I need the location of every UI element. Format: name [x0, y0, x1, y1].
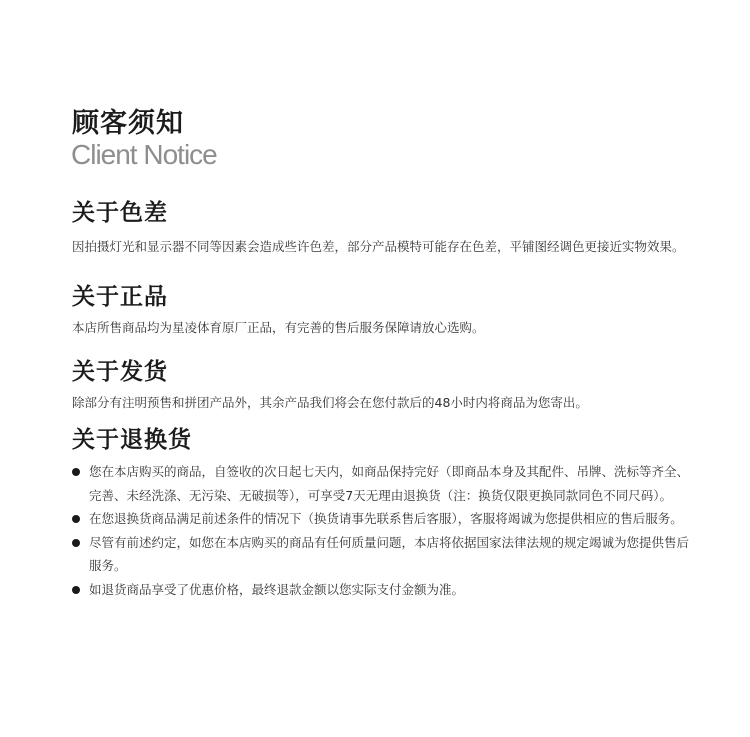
list-item-text: 尽管有前述约定，如您在本店购买的商品有任何质量问题，本店将依据国家法律法规的规定竭诚为您提供售后服务。 — [89, 534, 690, 573]
page-title: 顾客须知 — [72, 108, 184, 139]
list-item — [72, 531, 692, 578]
section-text-authentic: 本店所售商品均为星凌体育原厂正品，有完善的售后服务保障请放心选购。 — [72, 320, 485, 335]
bullet-dot-icon — [72, 586, 80, 594]
section-heading-returns: 关于退换货 — [72, 427, 192, 453]
section-heading-shipping: 关于发货 — [72, 359, 168, 385]
bullet-dot-icon — [72, 515, 80, 523]
section-heading-color-difference: 关于色差 — [72, 200, 168, 226]
bullet-dot-icon — [72, 539, 80, 547]
list-item-text: 在您退换货商品满足前述条件的情况下（换货请事先联系售后客服），客服将竭诚为您提供相应的售后服务。 — [89, 511, 683, 526]
list-item — [72, 507, 692, 531]
returns-list — [72, 460, 692, 601]
section-heading-authentic: 关于正品 — [72, 284, 168, 310]
list-item-text: 您在本店购买的商品，自签收的次日起七天内，如商品保持完好（即商品本身及其配件、吊牌、洗标等齐全、完善、未经洗涤、无污染、无破损等），可享受7天无理由退换货（注：换货仅限更换同款同色不同尺码）。 — [89, 464, 690, 503]
page-subtitle-english: Client Notice — [71, 139, 217, 170]
bullet-dot-icon — [72, 468, 80, 476]
list-item — [72, 578, 692, 602]
section-text-color-difference: 因拍摄灯光和显示器不同等因素会造成些许色差，部分产品模特可能存在色差，平铺图经调色更接近实物效果。 — [72, 239, 685, 254]
list-item-text: 如退货商品享受了优惠价格，最终退款金额以您实际支付金额为准。 — [89, 581, 465, 597]
list-item — [72, 460, 692, 507]
section-text-shipping: 除部分有注明预售和拼团产品外，其余产品我们将会在您付款后的48小时内将商品为您寄出。 — [72, 395, 588, 410]
